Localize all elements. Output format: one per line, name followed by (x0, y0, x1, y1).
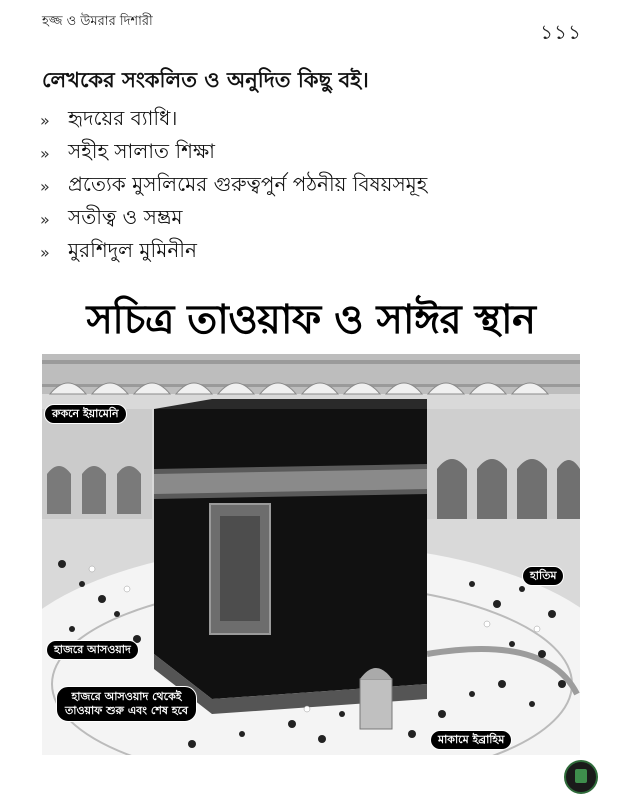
header-title: হজ্জ ও উমরার দিশারী (42, 14, 153, 29)
label-hajar-aswad: হাজরে আসওয়াদ (46, 640, 139, 660)
book-item (40, 203, 427, 236)
label-tawaf-start (56, 686, 197, 722)
label-rukn-yamani: রুকনে ইয়ামেনি (44, 404, 127, 424)
book-title: প্রত্যেক মুসলিমের গুরুত্বপুর্ন পঠনীয় বিষয়সমূহ (68, 172, 428, 196)
bullet-icon: » (40, 210, 50, 229)
book-item (40, 170, 427, 203)
book-title: মুরশিদুল মুমিনীন (68, 238, 197, 262)
book-list (40, 104, 427, 269)
bullet-icon: » (40, 144, 50, 163)
book-item (40, 236, 427, 269)
label-hatim: হাতিম (522, 566, 564, 586)
book-title: সতীত্ব ও সম্ভ্রম (68, 205, 183, 229)
page-number: ১১১ (540, 20, 582, 44)
book-item (40, 104, 427, 137)
bullet-icon: » (40, 243, 50, 262)
book-title: সহীহ সালাত শিক্ষা (68, 139, 215, 163)
publisher-seal-icon (564, 760, 598, 794)
bullet-icon: » (40, 111, 50, 130)
label-tawaf-start-line2: তাওয়াফ শুরু এবং শেষ হবে (65, 704, 189, 717)
book-title: হৃদয়ের ব্যাধি। (68, 106, 178, 130)
label-tawaf-start-line1: হাজরে আসওয়াদ থেকেই (71, 690, 182, 703)
bullet-icon: » (40, 177, 50, 196)
books-heading: লেখকের সংকলিত ও অনুদিত কিছু বই। (42, 68, 369, 92)
kaaba-photo (42, 354, 580, 755)
photo-title: সচিত্র তাওয়াফ ও সাঈর স্থান (86, 297, 536, 343)
book-item (40, 137, 427, 170)
label-maqam-ibrahim: মাকামে ইব্রাহিম (430, 730, 512, 750)
